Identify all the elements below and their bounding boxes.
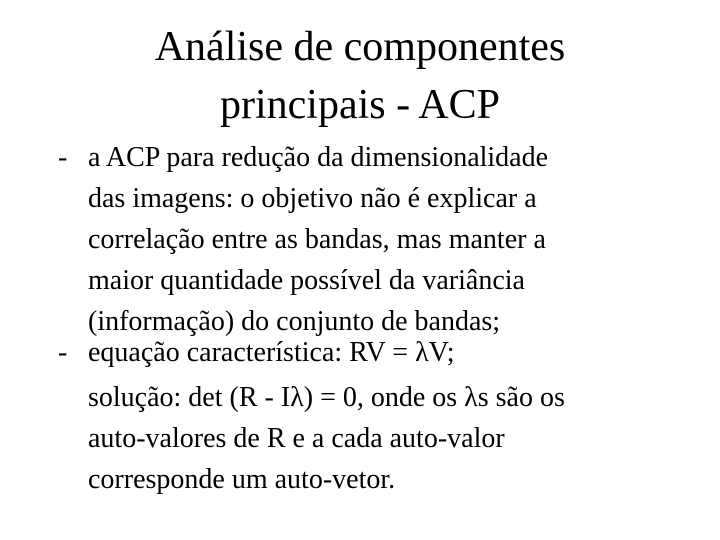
bullet-marker: - bbox=[58, 337, 68, 368]
bullet-marker: - bbox=[58, 142, 68, 173]
title-line-2: principais - ACP bbox=[220, 82, 500, 128]
solution-line: solução: det (R - Iλ) = 0, onde os λs são os bbox=[88, 382, 565, 413]
title-line-1: Análise de componentes bbox=[154, 24, 566, 70]
bullet-line: equação característica: RV = λV; bbox=[88, 337, 455, 368]
solution-line: auto-valores de R e a cada auto-valor bbox=[88, 423, 505, 454]
slide-title bbox=[72, 18, 648, 134]
bullet-line: das imagens: o objetivo não é explicar a bbox=[88, 183, 537, 214]
bullet-line: (informação) do conjunto de bandas; bbox=[88, 306, 501, 337]
solution-line: corresponde um auto-vetor. bbox=[88, 464, 396, 495]
solution-paragraph bbox=[88, 377, 708, 500]
bullet-line: maior quantidade possível da variância bbox=[88, 265, 525, 296]
bullet-characteristic-equation bbox=[58, 332, 698, 373]
bullet-pca-reduction bbox=[58, 137, 698, 342]
bullet-line: correlação entre as bandas, mas manter a bbox=[88, 224, 546, 255]
bullet-line: a ACP para redução da dimensionalidade bbox=[88, 142, 549, 173]
